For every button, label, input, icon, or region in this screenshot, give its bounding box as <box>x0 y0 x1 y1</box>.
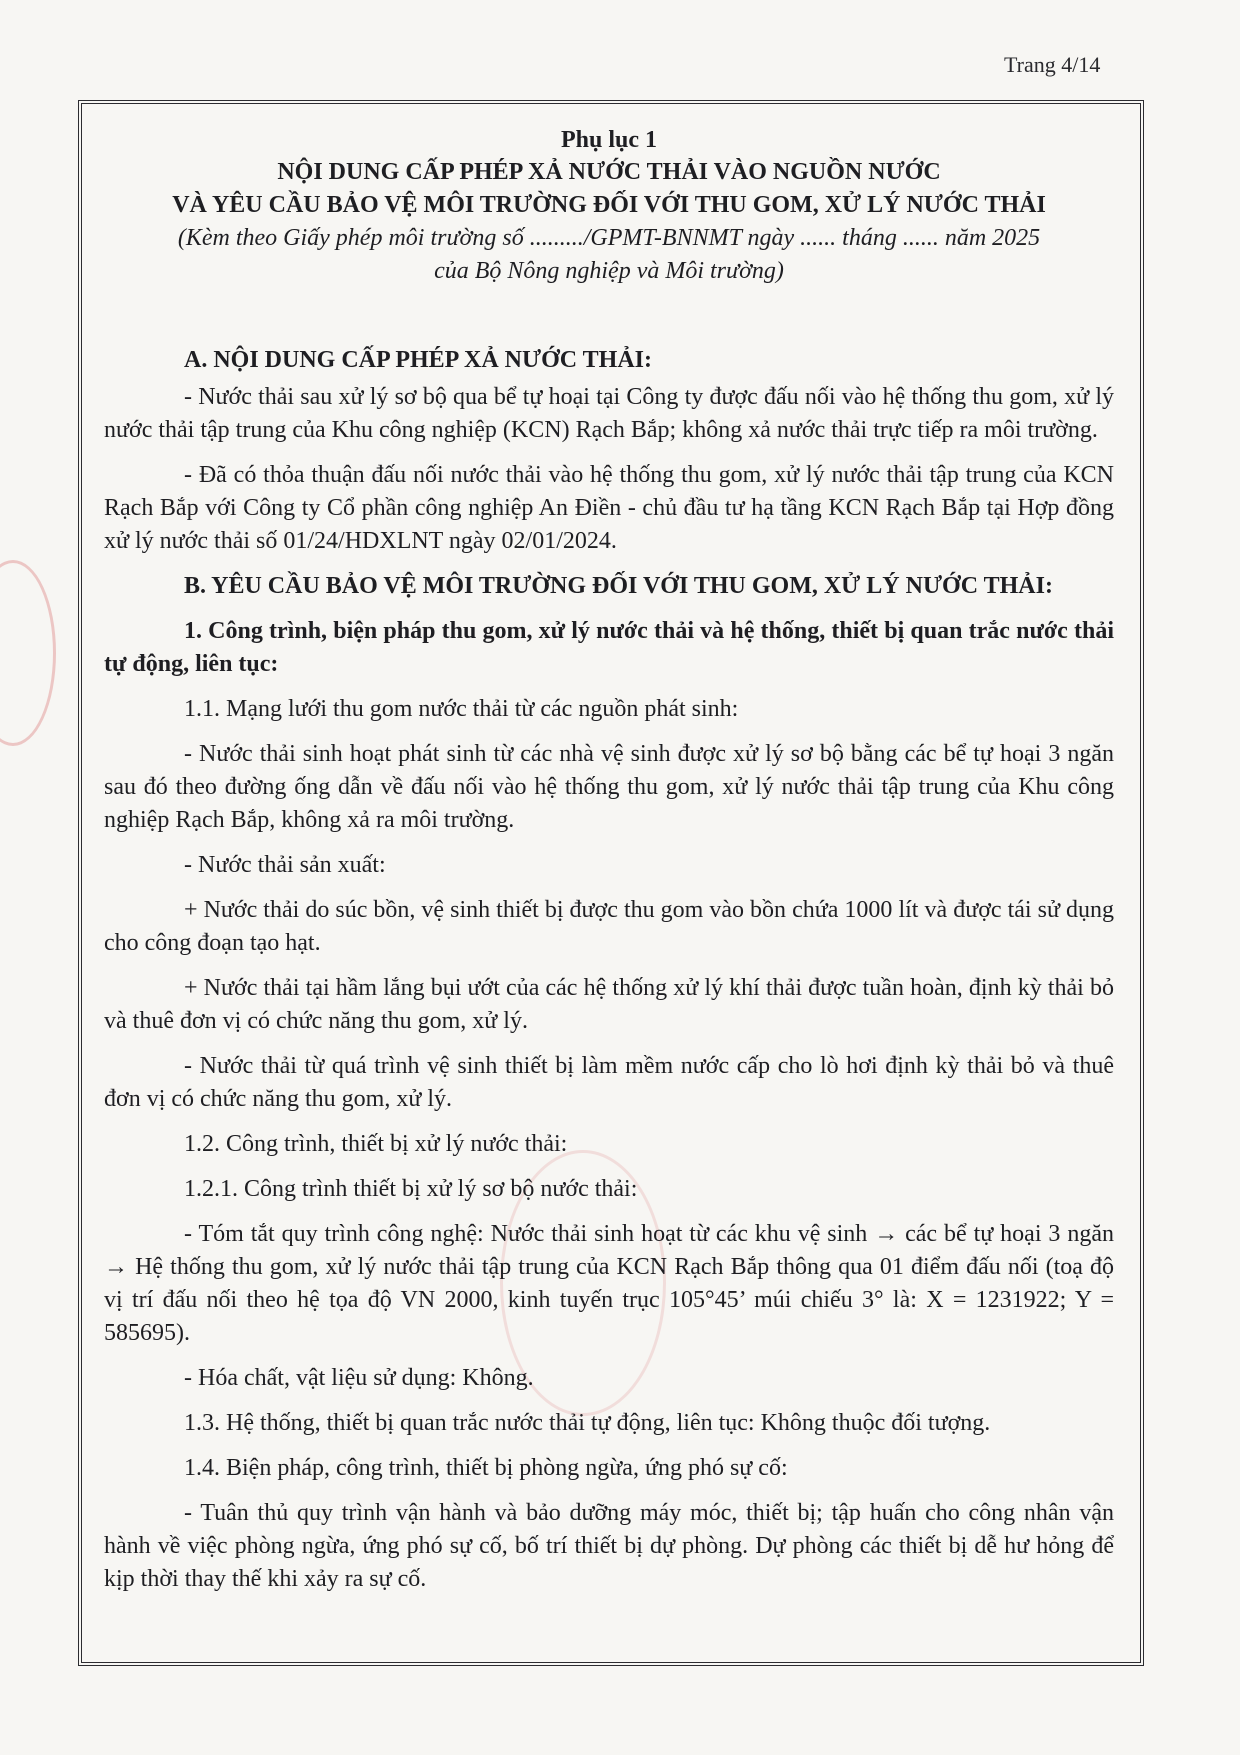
appendix-title-block <box>104 124 1114 288</box>
document-title-line-2: VÀ YÊU CẦU BẢO VỆ MÔI TRƯỜNG ĐỐI VỚI THU GOM, XỬ LÝ NƯỚC THẢI <box>172 192 1046 218</box>
section-a-paragraph-2: - Đã có thỏa thuận đấu nối nước thải vào hệ thống thu gom, xử lý nước thải tập trung của KCN Rạch Bắp với Công ty Cổ phần công nghiệp An Điền - chủ đầu tư hạ tầng KCN Rạch Bắp tại Hợp đồng xử lý nước thải số 01/24/HDXLNT ngày 02/01/2024. <box>104 462 1114 554</box>
document-title-line-1: NỘI DUNG CẤP PHÉP XẢ NƯỚC THẢI VÀO NGUỒN NƯỚC <box>277 159 941 185</box>
chemicals-paragraph: - Hóa chất, vật liệu sử dụng: Không. <box>184 1365 534 1391</box>
document-subtitle-line-1: (Kèm theo Giấy phép môi trường số ........./GPMT-BNNMT ngày ...... tháng ...... năm 2025 <box>177 225 1041 251</box>
wet-dust-pit-paragraph: + Nước thải tại hầm lắng bụi ướt của các hệ thống xử lý khí thải được tuần hoàn, định kỳ thải bỏ và thuê đơn vị có chức năng thu gom, xử lý. <box>104 975 1114 1034</box>
item-1-2-1-paragraph: 1.2.1. Công trình thiết bị xử lý sơ bộ nước thải: <box>184 1176 638 1202</box>
incident-prevention-paragraph: - Tuân thủ quy trình vận hành và bảo dưỡng máy móc, thiết bị; tập huấn cho công nhân vận hành về việc phòng ngừa, ứng phó sự cố, bố trí thiết bị dự phòng. Dự phòng các thiết bị dễ hư hỏng để kịp thời thay thế khi xảy ra sự cố. <box>104 1500 1114 1592</box>
item-1-1-paragraph: 1.1. Mạng lưới thu gom nước thải từ các nguồn phát sinh: <box>184 696 739 722</box>
production-wastewater-paragraph: - Nước thải sản xuất: <box>184 852 386 878</box>
section-a-paragraph-1: - Nước thải sau xử lý sơ bộ qua bể tự hoại tại Công ty được đấu nối vào hệ thống thu gom, xử lý nước thải tập trung của Khu công nghiệp (KCN) Rạch Bắp; không xả nước thải trực tiếp ra môi trường. <box>104 384 1114 443</box>
page-number: Trang 4/14 <box>1004 52 1101 77</box>
item-1-2-paragraph: 1.2. Công trình, thiết bị xử lý nước thải: <box>184 1131 568 1157</box>
red-seal-stamp <box>0 560 56 746</box>
process-summary-paragraph: - Tóm tắt quy trình công nghệ: Nước thải sinh hoạt từ các khu vệ sinh → các bể tự hoại 3 ngăn → Hệ thống thu gom, xử lý nước thải tập trung của KCN Rạch Bắp thông qua 01 điểm đấu nối (toạ độ vị trí đấu nối theo hệ tọa độ VN 2000, kinh tuyến trục 105°45’ múi chiếu 3° là: X = 1231922; Y = 585695). <box>104 1221 1114 1346</box>
item-1-3-paragraph: 1.3. Hệ thống, thiết bị quan trắc nước thải tự động, liên tục: Không thuộc đối tượng. <box>184 1410 991 1436</box>
section-a-heading: A. NỘI DUNG CẤP PHÉP XẢ NƯỚC THẢI: <box>184 347 653 373</box>
document-content <box>104 124 1114 1596</box>
document-subtitle-line-2: của Bộ Nông nghiệp và Môi trường) <box>434 258 784 284</box>
appendix-title: Phụ lục 1 <box>560 127 658 153</box>
item-1-4-paragraph: 1.4. Biện pháp, công trình, thiết bị phòng ngừa, ứng phó sự cố: <box>184 1455 788 1481</box>
section-b-heading: B. YÊU CẦU BẢO VỆ MÔI TRƯỜNG ĐỐI VỚI THU GOM, XỬ LÝ NƯỚC THẢI: <box>184 573 1053 599</box>
tank-rinse-paragraph: + Nước thải do súc bồn, vệ sinh thiết bị được thu gom vào bồn chứa 1000 lít và được tái sử dụng cho công đoạn tạo hạt. <box>104 897 1114 956</box>
water-softener-paragraph: - Nước thải từ quá trình vệ sinh thiết bị làm mềm nước cấp cho lò hơi định kỳ thải bỏ và thuê đơn vị có chức năng thu gom, xử lý. <box>104 1053 1114 1112</box>
domestic-wastewater-paragraph: - Nước thải sinh hoạt phát sinh từ các nhà vệ sinh được xử lý sơ bộ bằng các bể tự hoại 3 ngăn sau đó theo đường ống dẫn về đấu nối vào hệ thống thu gom, xử lý nước thải tập trung của Khu công nghiệp Rạch Bắp, không xả ra môi trường. <box>104 741 1114 833</box>
item-1-heading: 1. Công trình, biện pháp thu gom, xử lý nước thải và hệ thống, thiết bị quan trắc nước thải tự động, liên tục: <box>104 618 1114 677</box>
